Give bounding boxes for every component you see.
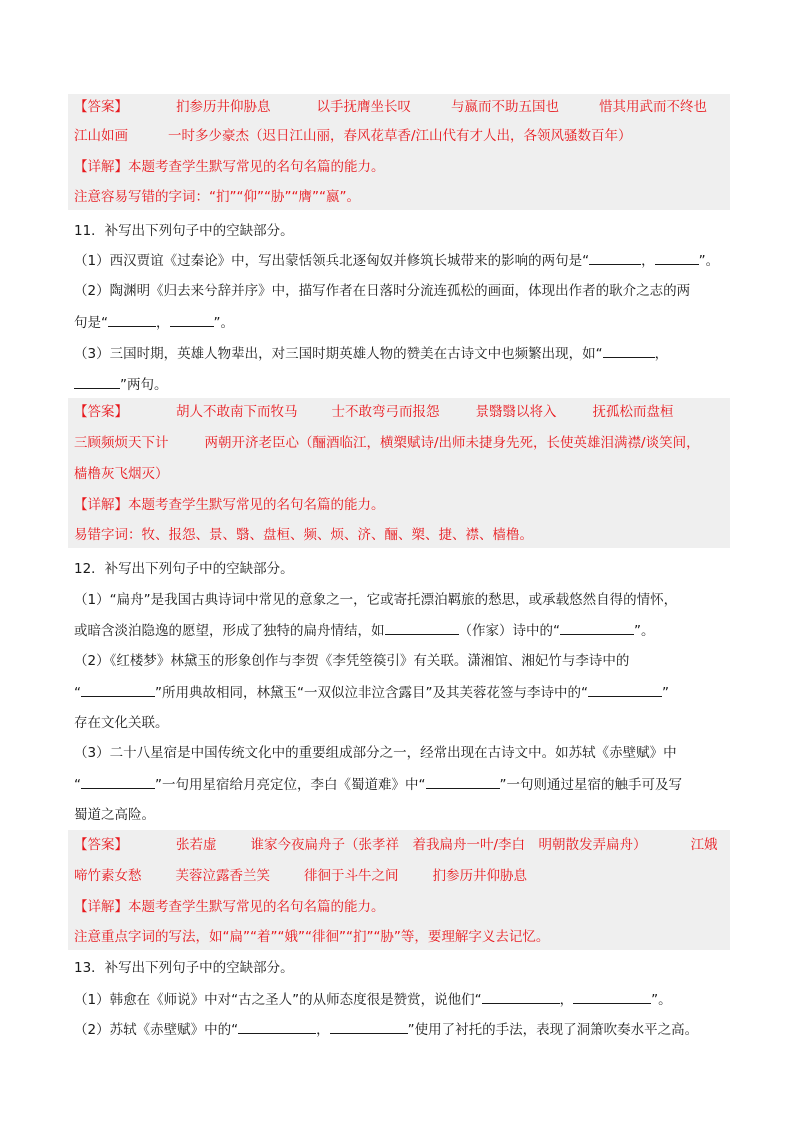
question-11-title: 11．补写出下列句子中的空缺部分。 (74, 223, 294, 239)
q12-part1-text: （1）“扁舟”是我国古典诗词中常见的意象之一，它或寄托漂泊羁旅的愁思，或承载悠然自得的情怀， (74, 592, 678, 608)
answer-item: 谁家今夜扁舟子（张孝祥 着我扁舟一叶/李白 明朝散发弄扁舟） (250, 837, 647, 853)
q11-part3-text: （3）三国时期，英雄人物辈出，对三国时期英雄人物的赞美在古诗文中也频繁出现，如“ (74, 346, 603, 362)
q12-part2-cont: ”所用典故相同，林黛玉“一双似泣非泣含露目”及其芙蓉花签与李诗中的“ (155, 685, 588, 701)
quote-end: ”。 (213, 315, 234, 331)
answer-blank[interactable] (330, 1019, 408, 1034)
quote-end: ”。 (651, 992, 672, 1008)
answer-blank[interactable] (238, 1019, 316, 1034)
quote-end: ”。 (634, 623, 655, 639)
q11-part2-cont: 句是“ (74, 315, 108, 331)
answer-item: 一时多少豪杰（迟日江山丽，春风花草香/江山代有才人出，各领风骚数百年） (168, 128, 632, 144)
q12-part1-cont2: （作家）诗中的“ (458, 623, 560, 639)
comma: ， (654, 346, 669, 362)
comma: ， (559, 992, 574, 1008)
note-text: 易错字词：牧、报怨、景、翳、盘桓、频、烦、济、酾、槊、捷、襟、樯橹。 (74, 527, 533, 543)
answer-blank[interactable] (603, 343, 655, 358)
answer-blank[interactable] (108, 312, 156, 327)
answer-box-2 (68, 398, 730, 548)
comma: ， (641, 253, 655, 269)
question-13-title: 13．补写出下列句子中的空缺部分。 (74, 960, 294, 976)
answer-item: 江山如画 (74, 128, 128, 144)
q12-part2-text: （2）《红楼梦》林黛玉的形象创作与李贺《李凭箜篌引》有关联。潇湘馆、湘妃竹与李诗中的 (74, 653, 630, 669)
q12-part1-cont: 或暗含淡泊隐逸的愿望，形成了独特的扁舟情结，如 (74, 623, 385, 639)
q12-part3-text: （3）二十八星宿是中国传统文化中的重要组成部分之一，经常出现在古诗文中。如苏轼《赤壁赋》中 (74, 745, 677, 761)
question-12-title: 12．补写出下列句子中的空缺部分。 (74, 561, 294, 577)
quote-start: “ (74, 685, 81, 701)
answer-item: 与嬴而不助五国也 (451, 99, 559, 115)
q11-part3-end: ”两句。 (120, 377, 168, 393)
q13-part2-text: （2）苏轼《赤壁赋》中的“ (74, 1022, 239, 1038)
answer-item: 惜其用武而不终也 (599, 99, 707, 115)
comma: ， (316, 1022, 330, 1038)
answer-blank[interactable] (170, 312, 214, 327)
answer-blank[interactable] (589, 250, 641, 265)
q12-part3-end: 蜀道之高险。 (74, 807, 155, 823)
answer-item: 两朝开济老臣心（酾酒临江，横槊赋诗/出师未捷身先死，长使英雄泪满襟/谈笑间， (204, 435, 700, 451)
answer-blank[interactable] (482, 989, 560, 1004)
q12-part3-cont: ”一句用星宿给月亮定位，李白《蜀道难》中“ (155, 777, 426, 793)
q11-part2-text: （2）陶渊明《归去来兮辞并序》中，描写作者在日落时分流连孤松的画面，体现出作者的耿介之志的两 (74, 283, 691, 299)
answer-blank[interactable] (588, 682, 662, 697)
comma: ， (156, 315, 170, 331)
quote-start: “ (74, 777, 81, 793)
answer-box-1 (68, 94, 730, 210)
answer-item: 以手抚膺坐长叹 (316, 99, 411, 115)
answer-blank[interactable] (385, 620, 459, 635)
answer-blank[interactable] (655, 250, 699, 265)
answer-item: 啼竹素女愁 (74, 868, 142, 884)
answer-item: 胡人不敢南下而牧马 (176, 404, 298, 420)
explanation-text: 【详解】本题考查学生默写常见的名句名篇的能力。 (74, 159, 385, 175)
quote-end: ”。 (698, 253, 720, 269)
q12-part3-cont2: ”一句则通过星宿的触手可及写 (499, 777, 682, 793)
q12-part2-end: 存在文化关联。 (74, 715, 169, 731)
explanation-text: 【详解】本题考查学生默写常见的名句名篇的能力。 (74, 899, 385, 915)
explanation-text: 【详解】本题考查学生默写常见的名句名篇的能力。 (74, 497, 385, 513)
answer-item: 张若虚 (176, 837, 217, 853)
answer-label: 【答案】 (74, 837, 128, 853)
note-text: 注意容易写错的字词：“扪”“仰”“胁”“膺”“嬴”。 (74, 189, 360, 205)
answer-blank[interactable] (573, 989, 651, 1004)
answer-item: 士不敢弯弓而报怨 (331, 404, 440, 420)
answer-item: 樯橹灰飞烟灭） (74, 466, 169, 482)
q13-part1-text: （1）韩愈在《师说》中对“古之圣人”的从师态度很是赞赏，说他们“ (74, 992, 482, 1008)
answer-item: 江娥 (690, 837, 718, 853)
answer-blank[interactable] (426, 774, 500, 789)
answer-item: 抚孤松而盘桓 (592, 404, 674, 420)
answer-blank[interactable] (81, 774, 155, 789)
answer-item: 扪参历井仰胁息 (176, 99, 271, 115)
answer-item: 芙蓉泣露香兰笑 (175, 868, 270, 884)
answer-item: 徘徊于斗牛之间 (304, 868, 399, 884)
q13-part2-cont: ”使用了衬托的手法，表现了洞箫吹奏水平之高。 (407, 1022, 699, 1038)
answer-blank[interactable] (560, 620, 634, 635)
answer-label: 【答案】 (74, 404, 128, 420)
answer-label: 【答案】 (74, 99, 128, 115)
answer-box-3 (68, 830, 730, 950)
answer-blank[interactable] (81, 682, 155, 697)
answer-item: 扪参历井仰胁息 (432, 868, 527, 884)
answer-item: 景翳翳以将入 (475, 404, 557, 420)
q11-part1-text: （1）西汉贾谊《过秦论》中，写出蒙恬领兵北逐匈奴并修筑长城带来的影响的两句是“ (74, 253, 590, 269)
note-text: 注意重点字词的写法，如“扁”“着”“娥”“徘徊”“扪”“胁”等，要理解字义去记忆。 (74, 929, 550, 945)
answer-item: 三顾频烦天下计 (74, 435, 169, 451)
quote-end: ” (661, 685, 669, 701)
answer-blank[interactable] (74, 374, 120, 389)
